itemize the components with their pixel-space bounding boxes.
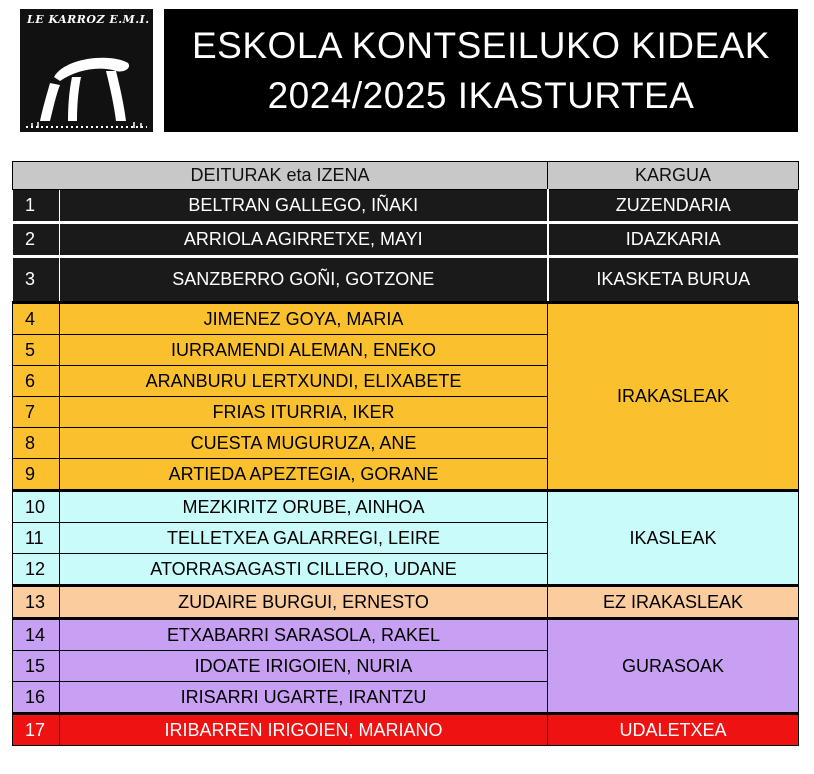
column-header-name: DEITURAK eta IZENA [13, 162, 548, 190]
member-name: SANZBERRO GOÑI, GOTZONE [60, 257, 548, 303]
member-role: EZ IRAKASLEAK [548, 586, 799, 619]
member-name: TELLETXEA GALARREGI, LEIRE [60, 523, 548, 554]
table-header-row [13, 162, 799, 190]
member-name: ARANBURU LERTXUNDI, ELIXABETE [60, 366, 548, 397]
row-number: 3 [13, 257, 60, 303]
table-row [13, 190, 799, 223]
member-name: IURRAMENDI ALEMAN, ENEKO [60, 335, 548, 366]
row-number: 14 [13, 619, 60, 651]
member-role: ZUZENDARIA [548, 190, 799, 223]
table-row [13, 619, 799, 651]
member-name: JIMENEZ GOYA, MARIA [60, 303, 548, 335]
member-name: ATORRASAGASTI CILLERO, UDANE [60, 554, 548, 586]
member-role: IKASKETA BURUA [548, 257, 799, 303]
table-row [13, 491, 799, 523]
member-name: IDOATE IRIGOIEN, NURIA [60, 651, 548, 682]
member-name: ETXABARRI SARASOLA, RAKEL [60, 619, 548, 651]
row-number: 2 [13, 223, 60, 257]
row-number: 11 [13, 523, 60, 554]
member-name: ARTIEDA APEZTEGIA, GORANE [60, 459, 548, 491]
row-number: 8 [13, 428, 60, 459]
member-name: MEZKIRITZ ORUBE, AINHOA [60, 491, 548, 523]
member-name: CUESTA MUGURUZA, ANE [60, 428, 548, 459]
table-row [13, 257, 799, 303]
school-logo [20, 9, 153, 132]
member-name: FRIAS ITURRIA, IKER [60, 397, 548, 428]
row-number: 17 [13, 714, 60, 746]
member-name: IRIBARREN IRIGOIEN, MARIANO [60, 714, 548, 746]
row-number: 1 [13, 190, 60, 223]
column-header-role: KARGUA [548, 162, 799, 190]
row-number: 10 [13, 491, 60, 523]
row-number: 13 [13, 586, 60, 619]
row-number: 7 [13, 397, 60, 428]
member-role: IDAZKARIA [548, 223, 799, 257]
member-role: IKASLEAK [548, 491, 799, 586]
member-role: IRAKASLEAK [548, 303, 799, 491]
member-name: ARRIOLA AGIRRETXE, MAYI [60, 223, 548, 257]
row-number: 6 [13, 366, 60, 397]
member-name: ZUDAIRE BURGUI, ERNESTO [60, 586, 548, 619]
dolmen-logo-icon [20, 31, 153, 131]
member-name: BELTRAN GALLEGO, IÑAKI [60, 190, 548, 223]
table-row [13, 586, 799, 619]
members-table [12, 161, 799, 746]
member-name: IRISARRI UGARTE, IRANTZU [60, 682, 548, 714]
row-number: 15 [13, 651, 60, 682]
row-number: 12 [13, 554, 60, 586]
row-number: 16 [13, 682, 60, 714]
member-role: UDALETXEA [548, 714, 799, 746]
school-year: 2024/2025 IKASTURTEA [267, 74, 695, 116]
logo-text: LE KARROZ E.M.I. [27, 13, 150, 26]
row-number: 9 [13, 459, 60, 491]
member-role: GURASOAK [548, 619, 799, 714]
table-row [13, 714, 799, 746]
table-row [13, 303, 799, 335]
page-title: ESKOLA KONTSEILUKO KIDEAK [192, 24, 770, 66]
row-number: 4 [13, 303, 60, 335]
row-number: 5 [13, 335, 60, 366]
table-row [13, 223, 799, 257]
title-banner [164, 9, 798, 132]
